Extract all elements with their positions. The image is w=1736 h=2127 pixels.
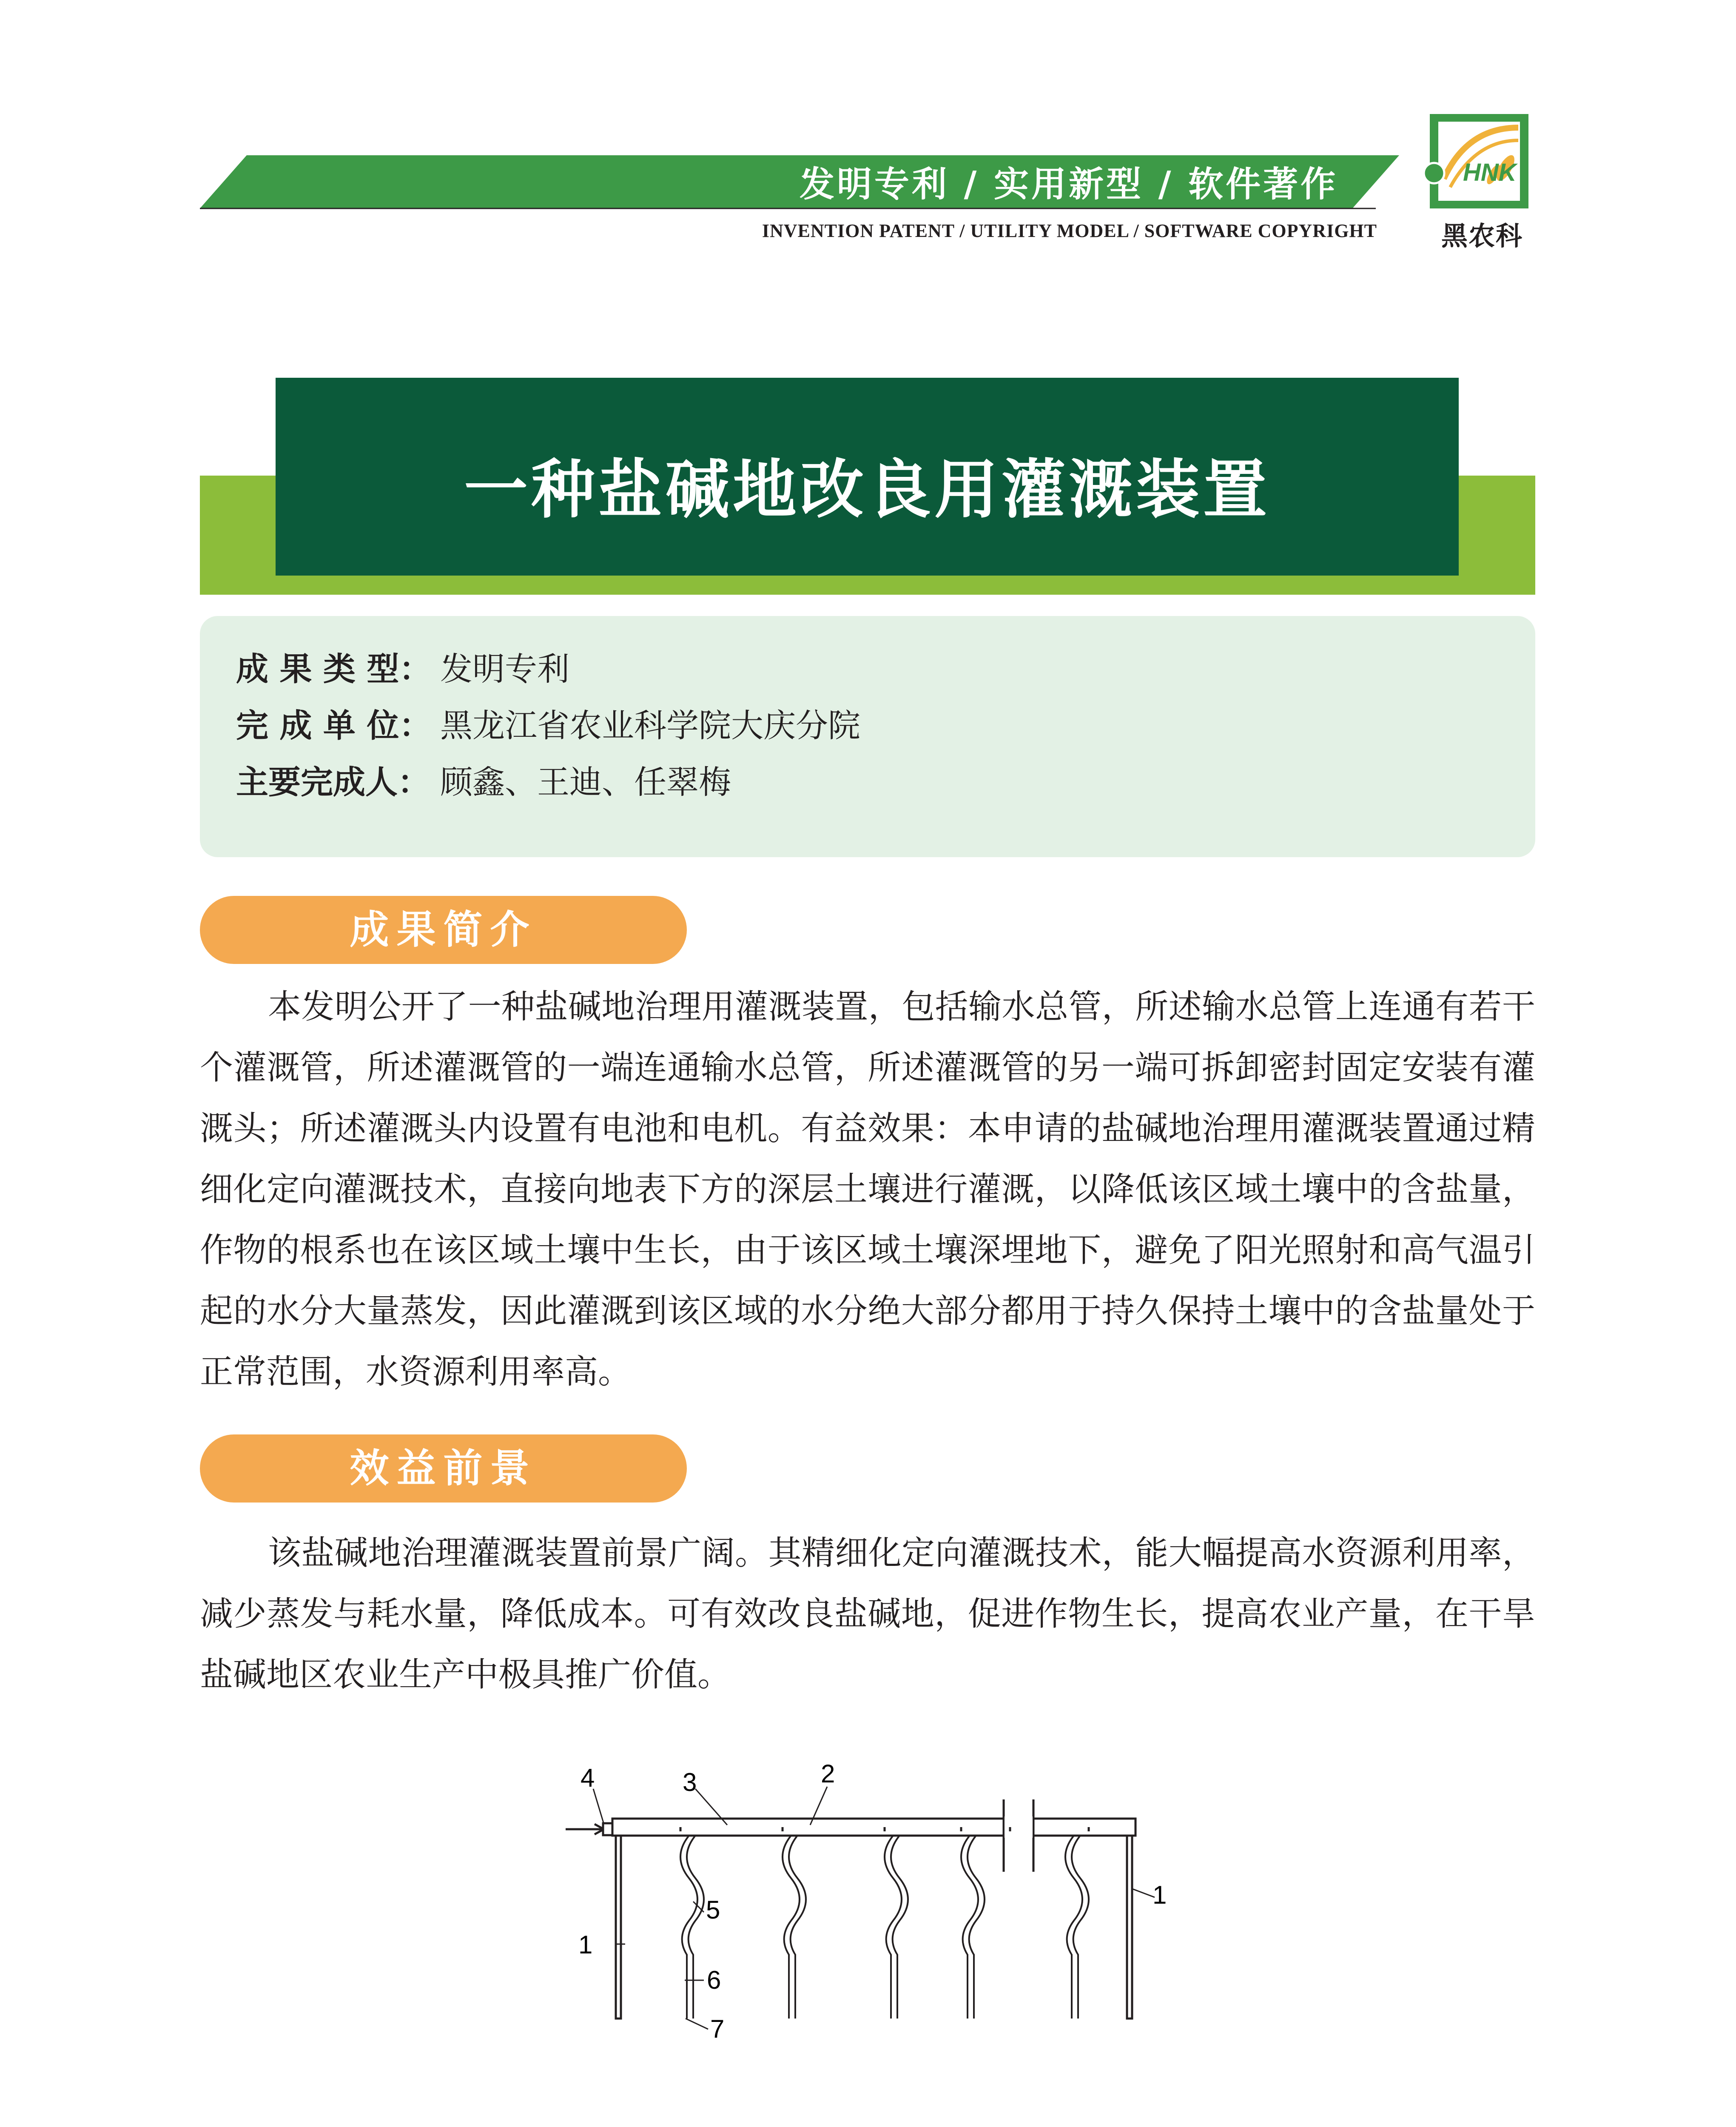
fig-label-3: 3 <box>683 1768 697 1796</box>
section-body-summary: 本发明公开了一种盐碱地治理用灌溉装置，包括输水总管，所述输水总管上连通有若干个灌溉管，所述灌溉管的一端连通输水总管，所述灌溉管的另一端可拆卸密封固定安装有灌溉头；所述灌溉头内设置有电池和电机。有益效果：本申请的盐碱地治理用灌溉装置通过精细化定向灌溉技术，直接向地表下方的深层土壤进行灌溉，以降低该区域土壤中的含盐量，作物的根系也在该区域土壤中生长，由于该区域土壤深埋地下，避免了阳光照射和高气温引起的水分大量蒸发，因此灌溉到该区域的水分绝大部分都用于持久保持土壤中的含盐量处于正常范围，水资源利用率高。 <box>200 988 1535 1391</box>
irrigation-tube <box>968 1836 985 2019</box>
info-row-type <box>236 646 1469 693</box>
irrigation-tube <box>680 1836 697 2019</box>
hnk-logo <box>1424 114 1528 208</box>
irrigation-tube <box>891 1836 908 2019</box>
fig-label-6: 6 <box>707 1966 721 1994</box>
info-label: 主要完成人： <box>236 763 430 801</box>
irrigation-tube <box>1065 1836 1082 2019</box>
section-heading-prospects: 效益前景 <box>350 1446 537 1491</box>
inlet-connector <box>603 1823 612 1835</box>
support-leg-right <box>1127 1836 1132 2019</box>
page-title: 一种盐碱地改良用灌溉装置 <box>464 453 1270 527</box>
section-body-prospects: 该盐碱地治理灌溉装置前景广阔。其精细化定向灌溉技术，能大幅提高水资源利用率，减少蒸发与耗水量，降低成本。可有效改良盐碱地，促进作物生长，提高农业产量，在干旱盐碱地区农业生产中极具推广价值。 <box>200 1534 1535 1694</box>
header-categories-en: INVENTION PATENT / UTILITY MODEL / SOFTWARE COPYRIGHT <box>762 220 1377 241</box>
header-categories-cn: 发明专利 / 实用新型 / 软件著作 <box>800 164 1338 205</box>
main-pipe <box>612 1819 1136 1836</box>
fig-label-5: 5 <box>706 1896 720 1924</box>
fig-label-4: 4 <box>581 1764 595 1792</box>
irrigation-tubes <box>680 1836 1089 2019</box>
fig-label-1-left: 1 <box>578 1930 593 1959</box>
info-label: 完 成 单 位： <box>236 707 432 744</box>
info-value: 顾鑫、王迪、任翠梅 <box>440 763 731 801</box>
section-heading-summary: 成果简介 <box>350 907 537 952</box>
info-value: 黑龙江省农业科学院大庆分院 <box>440 707 860 744</box>
irrigation-tube <box>1072 1836 1089 2019</box>
fig-label-7: 7 <box>710 2015 725 2043</box>
info-row-authors <box>236 759 1469 806</box>
irrigation-tube <box>885 1836 902 2019</box>
logo-wordmark: 黑农科 <box>1441 220 1523 251</box>
irrigation-tube <box>783 1836 800 2019</box>
irrigation-tube <box>687 1836 704 2019</box>
info-row-unit <box>236 702 1469 749</box>
support-leg-left <box>616 1836 621 2019</box>
fig-label-1-right: 1 <box>1153 1881 1167 1909</box>
irrigation-diagram <box>553 1761 1191 2059</box>
fig-label-2: 2 <box>821 1761 835 1788</box>
logo-badge-text: HNK <box>1463 159 1517 186</box>
info-value: 发明专利 <box>440 650 569 688</box>
logo-globe <box>1424 163 1444 183</box>
irrigation-tube <box>789 1836 806 2019</box>
irrigation-tube <box>961 1836 978 2019</box>
info-label: 成 果 类 型： <box>236 650 432 688</box>
